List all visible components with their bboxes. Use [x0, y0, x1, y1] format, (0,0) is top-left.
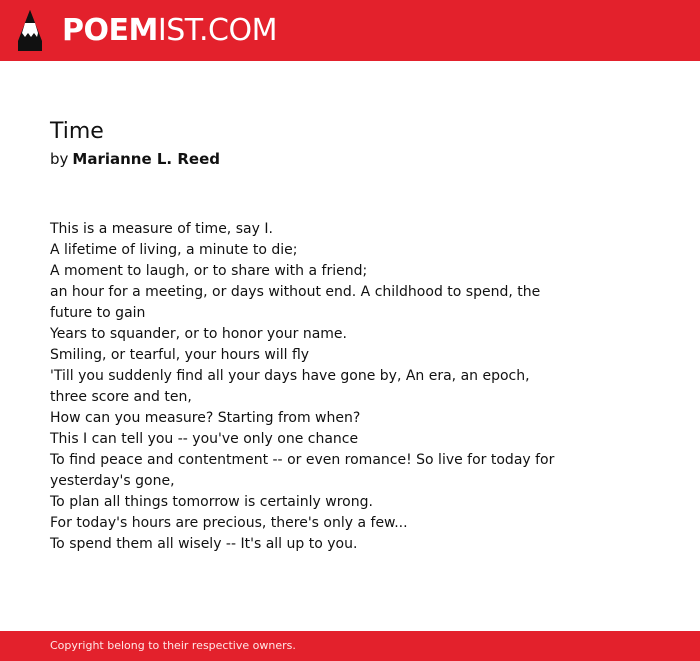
poem-body [50, 219, 570, 555]
poem-line: For today's hours are precious, there's only a few... [50, 515, 408, 531]
poem-line: an hour for a meeting, or days without end. A childhood to spend, the future to gain [50, 284, 541, 321]
site-header [0, 0, 700, 61]
poem-line: This is a measure of time, say I. [50, 221, 273, 237]
by-label: by [50, 150, 69, 168]
poem-line: To plan all things tomorrow is certainly wrong. [50, 494, 373, 510]
author-name: Marianne L. Reed [72, 150, 220, 168]
site-logo-link[interactable] [62, 11, 277, 51]
byline [50, 150, 220, 168]
poem-title: Time [50, 119, 104, 144]
copyright-notice: Copyright belong to their respective owners. [50, 639, 296, 652]
poem-line: This I can tell you -- you've only one chance [50, 431, 359, 447]
poem-line: To spend them all wisely -- It's all up to you. [50, 536, 358, 552]
poem-line: How can you measure? Starting from when? [50, 410, 361, 426]
poem-line: 'Till you suddenly find all your days have gone by, An era, an epoch, three score and ten, [50, 368, 530, 405]
poem-line: Years to squander, or to honor your name. [50, 326, 347, 342]
poem-line: A lifetime of living, a minute to die; [50, 242, 298, 258]
brand-light-text: IST.COM [157, 13, 277, 48]
poem-line: To find peace and contentment -- or even romance! So live for today for yesterday's gone, [50, 452, 555, 489]
site-footer [0, 631, 700, 661]
poem-line: Smiling, or tearful, your hours will fly [50, 347, 310, 363]
poem-line: A moment to laugh, or to share with a friend; [50, 263, 368, 279]
pencil-tip-icon[interactable] [16, 9, 44, 53]
brand-bold-text: POEM [62, 13, 158, 48]
